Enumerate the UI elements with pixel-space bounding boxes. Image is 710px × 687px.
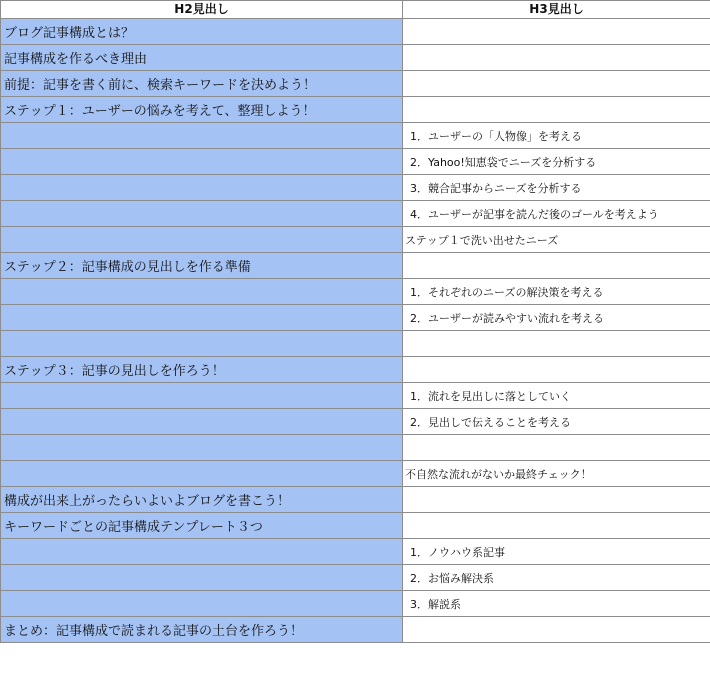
h2-cell[interactable] bbox=[1, 305, 403, 331]
h2-cell[interactable] bbox=[1, 331, 403, 357]
table-row bbox=[1, 357, 710, 383]
table-row bbox=[1, 45, 710, 71]
h3-cell[interactable]: 1．それぞれのニーズの解決策を考える bbox=[403, 279, 710, 305]
h2-cell[interactable]: キーワードごとの記事構成テンプレート３つ bbox=[1, 513, 403, 539]
table-row bbox=[1, 305, 710, 331]
table-row bbox=[1, 253, 710, 279]
h3-cell[interactable] bbox=[403, 513, 710, 539]
table-row bbox=[1, 123, 710, 149]
h2-cell[interactable] bbox=[1, 175, 403, 201]
h2-cell[interactable]: まとめ：記事構成で読まれる記事の土台を作ろう！ bbox=[1, 617, 403, 643]
table-row bbox=[1, 227, 710, 253]
table-row bbox=[1, 513, 710, 539]
h3-cell[interactable] bbox=[403, 617, 710, 643]
h3-cell[interactable] bbox=[403, 19, 710, 45]
table-row bbox=[1, 331, 710, 357]
h3-cell[interactable]: ステップ１で洗い出せたニーズ bbox=[403, 227, 710, 253]
h3-cell[interactable] bbox=[403, 97, 710, 123]
h3-cell[interactable]: 1．ユーザーの「人物像」を考える bbox=[403, 123, 710, 149]
h2-cell[interactable]: ブログ記事構成とは？ bbox=[1, 19, 403, 45]
h2-cell[interactable]: ステップ２：記事構成の見出しを作る準備 bbox=[1, 253, 403, 279]
h3-cell[interactable] bbox=[403, 357, 710, 383]
h3-cell[interactable]: 3．競合記事からニーズを分析する bbox=[403, 175, 710, 201]
h2-cell[interactable] bbox=[1, 539, 403, 565]
h2-cell[interactable]: 前提：記事を書く前に、検索キーワードを決めよう！ bbox=[1, 71, 403, 97]
h3-cell[interactable]: 2．ユーザーが読みやすい流れを考える bbox=[403, 305, 710, 331]
table-row bbox=[1, 409, 710, 435]
h2-cell[interactable] bbox=[1, 279, 403, 305]
h2-cell[interactable] bbox=[1, 409, 403, 435]
table-row bbox=[1, 617, 710, 643]
table-row bbox=[1, 539, 710, 565]
h2-cell[interactable] bbox=[1, 201, 403, 227]
h2-cell[interactable] bbox=[1, 383, 403, 409]
h2-column-header[interactable]: H2見出し bbox=[1, 1, 403, 19]
h3-column-header[interactable]: H3見出し bbox=[403, 1, 710, 19]
table-row bbox=[1, 19, 710, 45]
h3-cell[interactable] bbox=[403, 331, 710, 357]
table-row bbox=[1, 71, 710, 97]
h2-cell[interactable]: ステップ３：記事の見出しを作ろう！ bbox=[1, 357, 403, 383]
table-row bbox=[1, 565, 710, 591]
h3-cell[interactable] bbox=[403, 253, 710, 279]
h3-cell[interactable] bbox=[403, 435, 710, 461]
h2-cell[interactable] bbox=[1, 591, 403, 617]
h2-cell[interactable]: ステップ１：ユーザーの悩みを考えて、整理しよう！ bbox=[1, 97, 403, 123]
h3-cell[interactable]: 2．Yahoo!知恵袋でニーズを分析する bbox=[403, 149, 710, 175]
h3-cell[interactable]: 不自然な流れがないか最終チェック！ bbox=[403, 461, 710, 487]
table-row bbox=[1, 279, 710, 305]
h2-cell[interactable]: 構成が出来上がったらいよいよブログを書こう！ bbox=[1, 487, 403, 513]
table-row bbox=[1, 383, 710, 409]
table-row bbox=[1, 201, 710, 227]
h3-cell[interactable]: 2．お悩み解決系 bbox=[403, 565, 710, 591]
table-row bbox=[1, 487, 710, 513]
h3-cell[interactable] bbox=[403, 71, 710, 97]
h2-cell[interactable] bbox=[1, 227, 403, 253]
h3-cell[interactable]: 1．ノウハウ系記事 bbox=[403, 539, 710, 565]
h3-cell[interactable] bbox=[403, 487, 710, 513]
h3-cell[interactable]: 2．見出しで伝えることを考える bbox=[403, 409, 710, 435]
h3-cell[interactable]: 3．解説系 bbox=[403, 591, 710, 617]
h2-cell[interactable] bbox=[1, 461, 403, 487]
h2-cell[interactable] bbox=[1, 565, 403, 591]
h2-cell[interactable]: 記事構成を作るべき理由 bbox=[1, 45, 403, 71]
table-row bbox=[1, 175, 710, 201]
table-row bbox=[1, 97, 710, 123]
h2-cell[interactable] bbox=[1, 123, 403, 149]
table-body bbox=[1, 19, 710, 643]
table-row bbox=[1, 435, 710, 461]
h3-cell[interactable]: 1．流れを見出しに落としていく bbox=[403, 383, 710, 409]
table-row bbox=[1, 591, 710, 617]
table-row bbox=[1, 149, 710, 175]
h2-cell[interactable] bbox=[1, 149, 403, 175]
h2-cell[interactable] bbox=[1, 435, 403, 461]
header-row bbox=[1, 1, 710, 19]
table-row bbox=[1, 461, 710, 487]
h3-cell[interactable] bbox=[403, 45, 710, 71]
h3-cell[interactable]: 4．ユーザーが記事を読んだ後のゴールを考えよう bbox=[403, 201, 710, 227]
